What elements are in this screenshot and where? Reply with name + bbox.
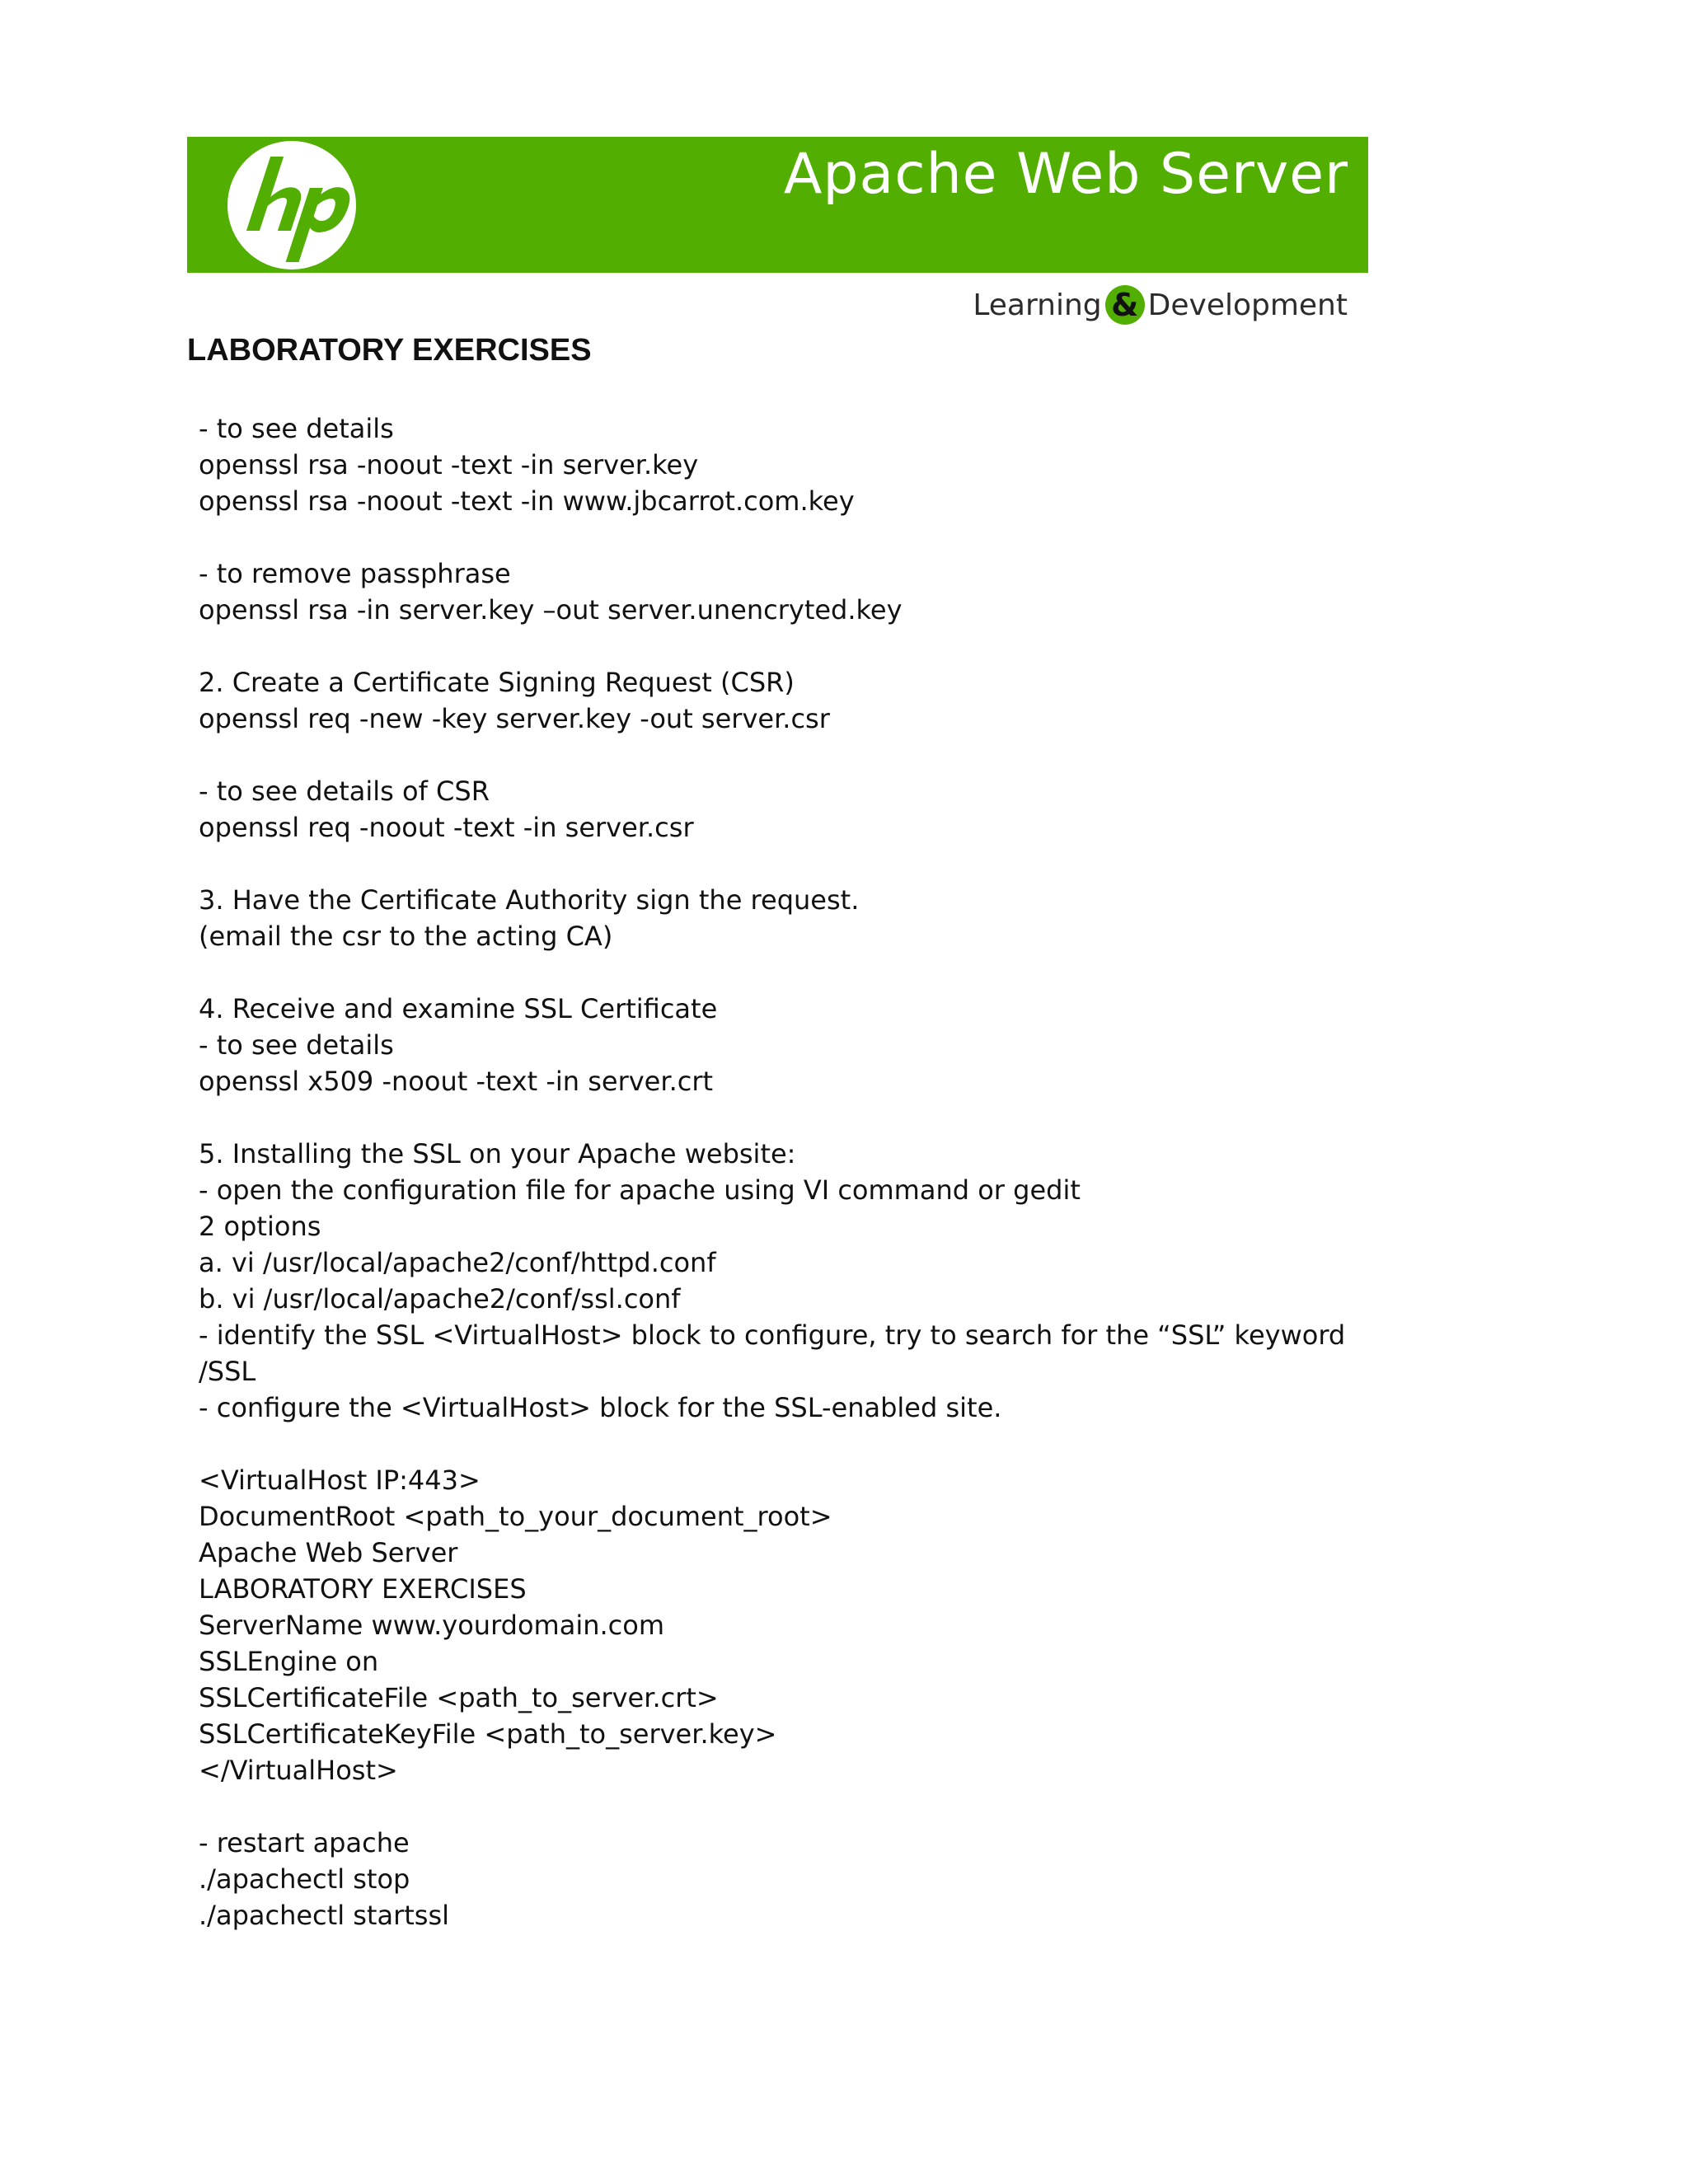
body-line: SSLEngine on xyxy=(199,1646,379,1677)
body-line: openssl rsa -noout -text -in www.jbcarrot.com.key xyxy=(199,485,855,517)
body-line: 3. Have the Certificate Authority sign the request. xyxy=(199,884,860,916)
body-line: openssl rsa -in server.key –out server.unencryted.key xyxy=(199,594,903,626)
learning-development-logo xyxy=(973,284,1348,326)
body-line: a. vi /usr/local/apache2/conf/httpd.conf xyxy=(199,1247,716,1278)
document-body xyxy=(199,410,1353,1933)
body-line: Apache Web Server xyxy=(199,1537,458,1568)
body-line xyxy=(199,519,1353,555)
body-line: openssl rsa -noout -text -in server.key xyxy=(199,449,699,480)
body-line: LABORATORY EXERCISES xyxy=(199,1573,527,1605)
body-line: - restart apache xyxy=(199,1827,410,1858)
body-line: - configure the <VirtualHost> block for the SSL-enabled site. xyxy=(199,1392,1002,1423)
body-line: - to see details xyxy=(199,413,394,444)
body-line xyxy=(199,1099,1353,1136)
body-line: <VirtualHost IP:443> xyxy=(199,1465,481,1496)
body-line: </VirtualHost> xyxy=(199,1755,398,1786)
body-line: SSLCertificateKeyFile <path_to_server.key> xyxy=(199,1718,777,1750)
subbrand-development: Development xyxy=(1147,288,1348,322)
body-line: /SSL xyxy=(199,1356,256,1387)
body-line: b. vi /usr/local/apache2/conf/ssl.conf xyxy=(199,1283,681,1315)
body-line: openssl req -noout -text -in server.csr xyxy=(199,812,694,843)
hp-logo xyxy=(223,137,360,274)
body-line xyxy=(199,737,1353,773)
body-line: - to remove passphrase xyxy=(199,558,511,589)
banner-title: Apache Web Server xyxy=(783,142,1348,207)
body-line: 5. Installing the SSL on your Apache website: xyxy=(199,1138,796,1169)
body-line: openssl x509 -noout -text -in server.crt xyxy=(199,1066,714,1097)
body-line: DocumentRoot <path_to_your_document_root> xyxy=(199,1501,832,1532)
body-line xyxy=(199,846,1353,882)
body-line: (email the csr to the acting CA) xyxy=(199,921,613,952)
body-line xyxy=(199,1426,1353,1462)
body-line: openssl req -new -key server.key -out server.csr xyxy=(199,703,830,734)
body-line: SSLCertificateFile <path_to_server.crt> xyxy=(199,1682,719,1713)
body-line: 4. Receive and examine SSL Certificate xyxy=(199,993,718,1024)
body-line: ./apachectl startssl xyxy=(199,1900,450,1931)
subbrand-learning: Learning xyxy=(973,288,1102,322)
body-line xyxy=(199,628,1353,664)
body-line: - identify the SSL <VirtualHost> block to configure, try to search for the “SSL” keyword xyxy=(199,1319,1346,1351)
body-line xyxy=(199,1788,1353,1825)
body-line xyxy=(199,954,1353,991)
body-line: ServerName www.yourdomain.com xyxy=(199,1610,665,1641)
body-line: 2 options xyxy=(199,1211,321,1242)
subbrand-ampersand: & xyxy=(1105,285,1145,325)
body-line: - to see details of CSR xyxy=(199,776,490,807)
page-heading: LABORATORY EXERCISES xyxy=(187,333,592,368)
header-banner xyxy=(187,137,1368,273)
body-line: 2. Create a Certificate Signing Request (CSR) xyxy=(199,667,795,698)
body-line: ./apachectl stop xyxy=(199,1863,410,1895)
body-line: - open the configuration file for apache using VI command or gedit xyxy=(199,1174,1081,1206)
body-line: - to see details xyxy=(199,1029,394,1061)
